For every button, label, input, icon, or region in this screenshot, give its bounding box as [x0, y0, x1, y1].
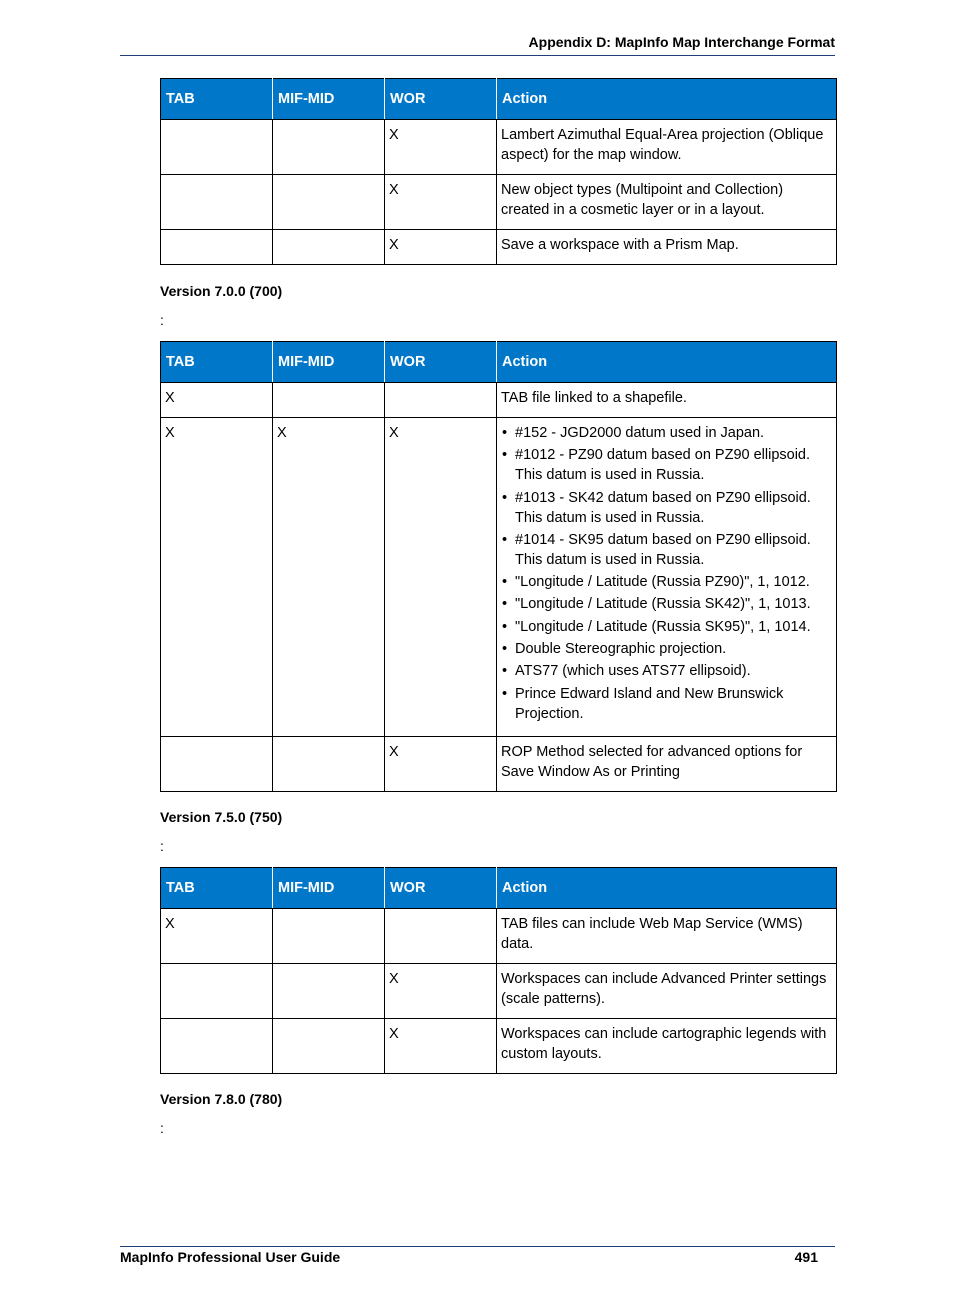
- cell-action: Workspaces can include Advanced Printer settings (scale patterns).: [497, 964, 837, 1019]
- page-number: 491: [794, 1249, 818, 1265]
- cell-action: New object types (Multipoint and Collection) created in a cosmetic layer or in a layout.: [497, 175, 837, 230]
- cell-tab: [161, 120, 273, 175]
- cell-action: Workspaces can include cartographic legends with custom layouts.: [497, 1019, 837, 1074]
- section-heading: Version 7.8.0 (780): [160, 1091, 283, 1107]
- col-header-action: Action: [497, 79, 837, 120]
- list-item: • "Longitude / Latitude (Russia SK95)", 1, 1014.: [501, 617, 832, 637]
- cell-mif-mid: [273, 230, 385, 265]
- cell-tab: [161, 964, 273, 1019]
- section-colon: :: [160, 1120, 164, 1136]
- table-header-row: [161, 342, 837, 383]
- list-item: • "Longitude / Latitude (Russia PZ90)", 1, 1012.: [501, 572, 832, 592]
- table-row: [161, 1019, 837, 1074]
- col-header-tab: TAB: [161, 868, 273, 909]
- cell-tab: [161, 737, 273, 792]
- cell-mif-mid: [273, 175, 385, 230]
- cell-wor: X: [385, 120, 497, 175]
- section-heading: Version 7.5.0 (750): [160, 809, 283, 825]
- list-item: • #1012 - PZ90 datum based on PZ90 ellipsoid. This datum is used in Russia.: [501, 445, 832, 485]
- section-colon: :: [160, 838, 164, 854]
- list-item: • #1014 - SK95 datum based on PZ90 ellipsoid. This datum is used in Russia.: [501, 530, 832, 570]
- cell-mif-mid: [273, 1019, 385, 1074]
- col-header-tab: TAB: [161, 79, 273, 120]
- table-row: [161, 383, 837, 418]
- cell-action: Save a workspace with a Prism Map.: [497, 230, 837, 265]
- table-header-row: [161, 79, 837, 120]
- cell-tab: [161, 1019, 273, 1074]
- table-row: [161, 175, 837, 230]
- table-version-700: [160, 341, 837, 792]
- list-item: • "Longitude / Latitude (Russia SK42)", 1, 1013.: [501, 594, 832, 614]
- cell-action: ROP Method selected for advanced options for Save Window As or Printing: [497, 737, 837, 792]
- cell-tab: [161, 230, 273, 265]
- list-item: • #1013 - SK42 datum based on PZ90 ellipsoid. This datum is used in Russia.: [501, 488, 832, 528]
- col-header-tab: TAB: [161, 342, 273, 383]
- running-header: Appendix D: MapInfo Map Interchange Format: [528, 34, 835, 50]
- cell-wor: X: [385, 418, 497, 737]
- table-row: [161, 418, 837, 737]
- table-row: [161, 964, 837, 1019]
- cell-action: TAB file linked to a shapefile.: [497, 383, 837, 418]
- bullet-list: [501, 423, 832, 724]
- list-item: • #152 - JGD2000 datum used in Japan.: [501, 423, 832, 443]
- cell-mif-mid: [273, 120, 385, 175]
- table-row: [161, 737, 837, 792]
- cell-mif-mid: [273, 909, 385, 964]
- cell-wor: X: [385, 1019, 497, 1074]
- col-header-wor: WOR: [385, 868, 497, 909]
- header-rule: [120, 55, 835, 56]
- col-header-mif-mid: MIF-MID: [273, 342, 385, 383]
- list-item: • ATS77 (which uses ATS77 ellipsoid).: [501, 661, 832, 681]
- cell-tab: X: [161, 418, 273, 737]
- col-header-mif-mid: MIF-MID: [273, 868, 385, 909]
- list-item: • Prince Edward Island and New Brunswick Projection.: [501, 684, 832, 724]
- col-header-action: Action: [497, 868, 837, 909]
- section-colon: :: [160, 312, 164, 328]
- cell-tab: [161, 175, 273, 230]
- cell-action: TAB files can include Web Map Service (WMS) data.: [497, 909, 837, 964]
- table-header-row: [161, 868, 837, 909]
- cell-wor: X: [385, 737, 497, 792]
- list-item: • Double Stereographic projection.: [501, 639, 832, 659]
- col-header-wor: WOR: [385, 342, 497, 383]
- cell-action: Lambert Azimuthal Equal-Area projection (Oblique aspect) for the map window.: [497, 120, 837, 175]
- cell-action: [497, 418, 837, 737]
- section-heading: Version 7.0.0 (700): [160, 283, 283, 299]
- cell-wor: X: [385, 964, 497, 1019]
- cell-tab: X: [161, 909, 273, 964]
- table-version-650: [160, 78, 837, 265]
- cell-mif-mid: [273, 737, 385, 792]
- cell-tab: X: [161, 383, 273, 418]
- table-version-750: [160, 867, 837, 1074]
- col-header-mif-mid: MIF-MID: [273, 79, 385, 120]
- footer-rule: [120, 1246, 835, 1247]
- cell-mif-mid: [273, 964, 385, 1019]
- table-row: [161, 909, 837, 964]
- cell-wor: X: [385, 175, 497, 230]
- cell-wor: [385, 909, 497, 964]
- table-row: [161, 230, 837, 265]
- col-header-wor: WOR: [385, 79, 497, 120]
- cell-mif-mid: [273, 383, 385, 418]
- footer-title: MapInfo Professional User Guide: [120, 1249, 341, 1265]
- cell-wor: [385, 383, 497, 418]
- cell-mif-mid: X: [273, 418, 385, 737]
- col-header-action: Action: [497, 342, 837, 383]
- table-row: [161, 120, 837, 175]
- cell-wor: X: [385, 230, 497, 265]
